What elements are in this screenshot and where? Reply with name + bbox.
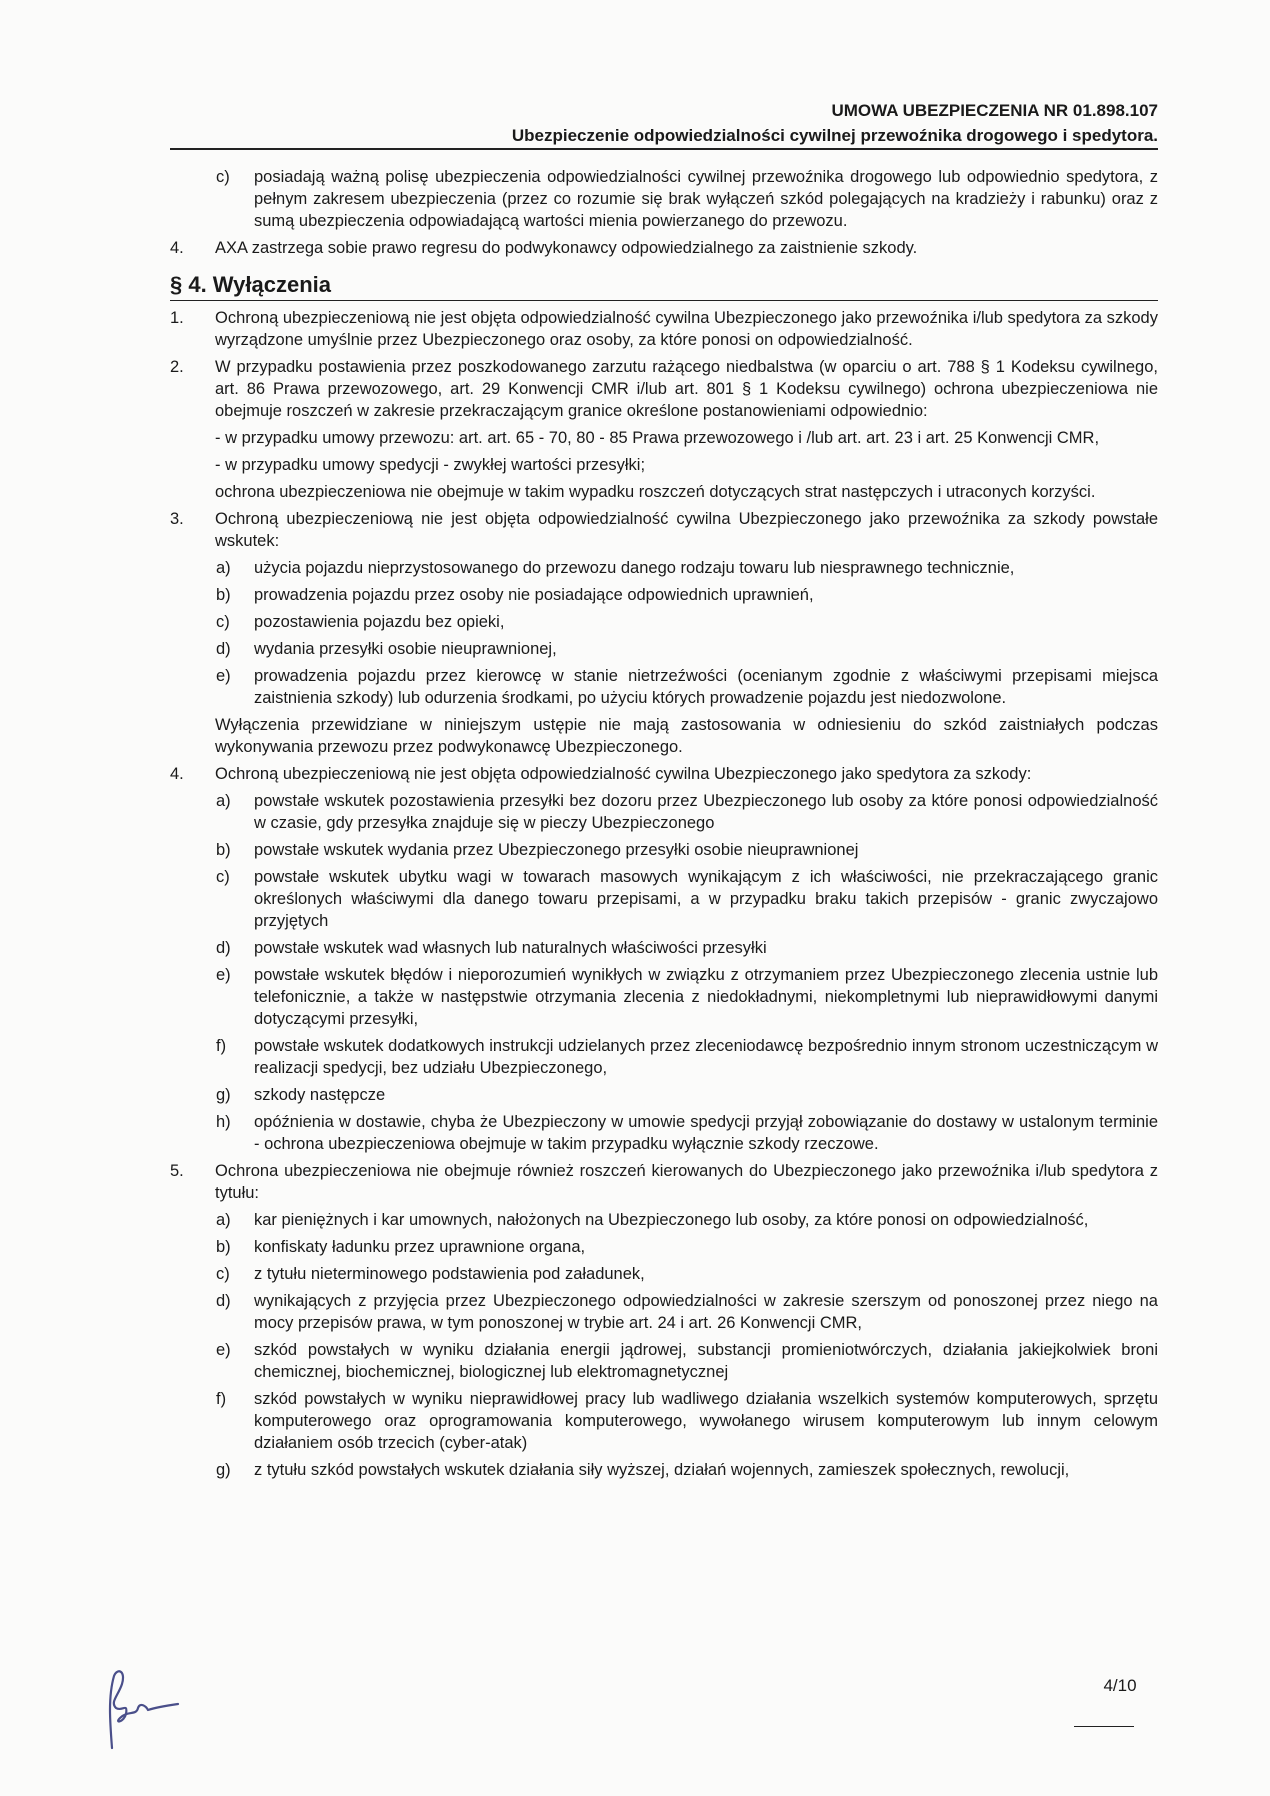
list-item-label: f) — [216, 1390, 227, 1408]
paragraph-3-list — [170, 557, 1158, 709]
list-item-label: g) — [216, 1461, 231, 1479]
paragraph-2-conclusion: ochrona ubezpieczeniowa nie obejmuje w takim wypadku roszczeń dotyczących strat następczych i utraconych korzyści. — [215, 483, 1096, 501]
list-item — [215, 1236, 1158, 1258]
paragraph-4-list — [170, 790, 1158, 1155]
list-item — [215, 1459, 1158, 1481]
list-item — [215, 1111, 1158, 1155]
list-item — [215, 866, 1158, 932]
signature-icon — [84, 1662, 184, 1752]
list-item — [215, 964, 1158, 1030]
paragraph-3-note: Wyłączenia przewidziane w niniejszym ustępie nie mają zastosowania w odniesieniu do szkód zaistniałych podczas wykonywania przewozu przez podwykonawcę Ubezpieczonego. — [215, 716, 1158, 756]
contract-subtitle: Ubezpieczenie odpowiedzialności cywilnej przewoźnika drogowego i spedytora. — [511, 126, 1158, 145]
list-item — [215, 1084, 1158, 1106]
list-item-label: b) — [216, 1238, 231, 1256]
list-item-text: powstałe wskutek pozostawienia przesyłki bez dozoru przez Ubezpieczonego lub osoby za które ponosi odpowiedzialność w czasie, gdy przesyłka znajduje się w pieczy Ubezpieczonego — [254, 792, 1158, 832]
list-item-text: powstałe wskutek wydania przez Ubezpieczonego przesyłki osobie nieuprawnionej — [254, 841, 859, 859]
list-item-label: e) — [216, 667, 231, 685]
list-item-text: użycia pojazdu nieprzystosowanego do przewozu danego rodzaju towaru lub niesprawnego technicznie, — [254, 559, 1015, 577]
paragraph-2-dash-item: - w przypadku umowy spedycji - zwykłej wartości przesyłki; — [215, 456, 646, 474]
list-item-label: d) — [216, 640, 231, 658]
list-item-text: szkód powstałych w wyniku działania energii jądrowej, substancji promieniotwórczych, działania jakiejkolwiek broni chemicznej, biochemicznej, biologicznej lub elektromagnetycznej — [254, 1341, 1158, 1381]
list-item-text: opóźnienia w dostawie, chyba że Ubezpieczony w umowie spedycji przyjął zobowiązanie do dostawy w ustalonym terminie - ochrona ubezpieczeniowa obejmuje w takim przypadku wyłącznie szkody rzeczowe. — [254, 1113, 1158, 1153]
list-item — [215, 1035, 1158, 1079]
list-item-text: konfiskaty ładunku przez uprawnione organa, — [254, 1238, 586, 1256]
list-item — [215, 557, 1158, 579]
list-item — [215, 1209, 1158, 1231]
section-title: § 4. Wyłączenia — [170, 271, 1158, 301]
document-body — [170, 166, 1158, 1486]
list-item-text: z tytułu szkód powstałych wskutek działania siły wyższej, działań wojennych, zamieszek społecznych, rewolucji, — [254, 1461, 1070, 1479]
paragraph-3: 3. Ochroną ubezpieczeniową nie jest objęta odpowiedzialność cywilna Ubezpieczonego jako przewoźnika za szkody powstałe wskutek: — [170, 510, 1158, 550]
paragraph-5: 5. Ochrona ubezpieczeniowa nie obejmuje również roszczeń kierowanych do Ubezpieczonego jako przewoźnika i/lub spedytora z tytułu: — [170, 1162, 1158, 1202]
list-item-text: szkód powstałych w wyniku nieprawidłowej pracy lub wadliwego działania wszelkich systemów komputerowych, sprzętu komputerowego oraz oprogramowania komputerowego, wywołanego wirusem komputerowym lub innym celowym działaniem osób trzecich (cyber-atak) — [254, 1390, 1158, 1452]
list-item — [215, 937, 1158, 959]
paragraph-4: 4. Ochroną ubezpieczeniową nie jest objęta odpowiedzialność cywilna Ubezpieczonego jako spedytora za szkody: — [170, 765, 1032, 783]
paragraph-2-dash-item: - w przypadku umowy przewozu: art. art. 65 - 70, 80 - 85 Prawa przewozowego i /lub art. art. 23 i art. 25 Konwencji CMR, — [215, 429, 1100, 447]
list-item-text: wynikających z przyjęcia przez Ubezpieczonego odpowiedzialności w zakresie szerszym od ponoszonej przez niego na mocy przepisów prawa, w tym ponoszonej w trybie art. 24 i art. 26 Konwencji CMR, — [254, 1292, 1158, 1332]
paragraph-5-list — [170, 1209, 1158, 1481]
list-item-label: g) — [216, 1086, 231, 1104]
list-item-label: e) — [216, 966, 231, 984]
list-item: 4. AXA zastrzega sobie prawo regresu do podwykonawcy odpowiedzialnego za zaistnienie szkody. — [170, 239, 918, 257]
list-item-label: d) — [216, 939, 231, 957]
list-item — [215, 1388, 1158, 1454]
list-item-text: powstałe wskutek ubytku wagi w towarach masowych wynikającym z ich właściwości, nie przekraczającego granic określonych właściwymi dla danego towaru przepisami, a w przypadku braku takich przepisów - granic zwyczajowo przyjętych — [254, 868, 1158, 930]
contract-number: UMOWA UBEZPIECZENIA NR 01.898.107 — [831, 101, 1158, 120]
list-item — [215, 1339, 1158, 1383]
list-item-label: d) — [216, 1292, 231, 1310]
list-item: c) posiadają ważną polisę ubezpieczenia odpowiedzialności cywilnej przewoźnika drogowego lub odpowiednio spedytora, z pełnym zakresem ubezpieczenia (przez co rozumie się brak wyłączeń szkód polegających na kradzieży i rabunku) oraz z sumą ubezpieczenia odpowiadającą wartości mienia powierzanego do przewozu. — [216, 168, 1158, 230]
list-item — [215, 839, 1158, 861]
list-item-text: powstałe wskutek wad własnych lub naturalnych właściwości przesyłki — [254, 939, 767, 957]
list-item-label: h) — [216, 1113, 231, 1131]
list-item — [215, 790, 1158, 834]
page-number-underline — [1074, 1726, 1134, 1727]
list-item-label: a) — [216, 559, 231, 577]
list-item-label: c) — [216, 613, 230, 631]
list-item — [215, 611, 1158, 633]
list-item — [215, 584, 1158, 606]
list-item — [215, 1263, 1158, 1285]
paragraph-2: 2. W przypadku postawienia przez poszkodowanego zarzutu rażącego niedbalstwa (w oparciu o art. 788 § 1 Kodeksu cywilnego, art. 86 Prawa przewozowego, art. 29 Konwencji CMR i/lub art. 801 § 1 Kodeksu cywilnego) ochrona ubezpieczeniowa nie obejmuje roszczeń w zakresie przekraczającym granice określone postanowieniami odpowiednio: — [170, 358, 1158, 420]
list-item-text: kar pieniężnych i kar umownych, nałożonych na Ubezpieczonego lub osoby, za które ponosi on odpowiedzialność, — [254, 1211, 1089, 1229]
list-item — [215, 638, 1158, 660]
list-item-text: powstałe wskutek dodatkowych instrukcji udzielanych przez zleceniodawcę bezpośrednio innym stronom uczestniczącym w realizacji spedycji, bez udziału Ubezpieczonego, — [254, 1037, 1158, 1077]
list-item-label: f) — [216, 1037, 227, 1055]
list-item-label: c) — [216, 1265, 230, 1283]
paragraph-1: 1. Ochroną ubezpieczeniową nie jest objęta odpowiedzialność cywilna Ubezpieczonego jako przewoźnika i/lub spedytora za szkody wyrządzone umyślnie przez Ubezpieczonego oraz osoby, za które ponosi on odpowiedzialność. — [170, 309, 1158, 349]
list-item — [215, 665, 1158, 709]
list-item-text: szkody następcze — [254, 1086, 386, 1104]
header-divider — [170, 148, 1158, 150]
list-item-label: c) — [216, 868, 230, 886]
list-item-label: b) — [216, 586, 231, 604]
list-item-label: b) — [216, 841, 231, 859]
list-item-text: prowadzenia pojazdu przez osoby nie posiadające odpowiednich uprawnień, — [254, 586, 814, 604]
list-item-text: pozostawienia pojazdu bez opieki, — [254, 613, 505, 631]
list-item-text: wydania przesyłki osobie nieuprawnionej, — [254, 640, 557, 658]
list-item — [215, 1290, 1158, 1334]
page-number: 4/10 — [1103, 1676, 1137, 1695]
list-item-text: powstałe wskutek błędów i nieporozumień wynikłych w związku z otrzymaniem przez Ubezpieczonego zlecenia ustnie lub telefonicznie, a także w następstwie otrzymania zlecenia z niedokładnymi, niekompletnymi lub nieprawidłowymi danymi dotyczącymi przesyłki, — [254, 966, 1158, 1028]
list-item-label: a) — [216, 1211, 231, 1229]
list-item-label: e) — [216, 1341, 231, 1359]
list-item-label: a) — [216, 792, 231, 810]
list-item-text: z tytułu nieterminowego podstawienia pod załadunek, — [254, 1265, 645, 1283]
list-item-text: prowadzenia pojazdu przez kierowcę w stanie nietrzeźwości (ocenianym zgodnie z właściwymi przepisami miejsca zaistnienia szkody) lub odurzenia środkami, po użyciu których prowadzenie pojazdu jest niedozwolone. — [254, 667, 1158, 707]
document-header — [170, 98, 1158, 148]
